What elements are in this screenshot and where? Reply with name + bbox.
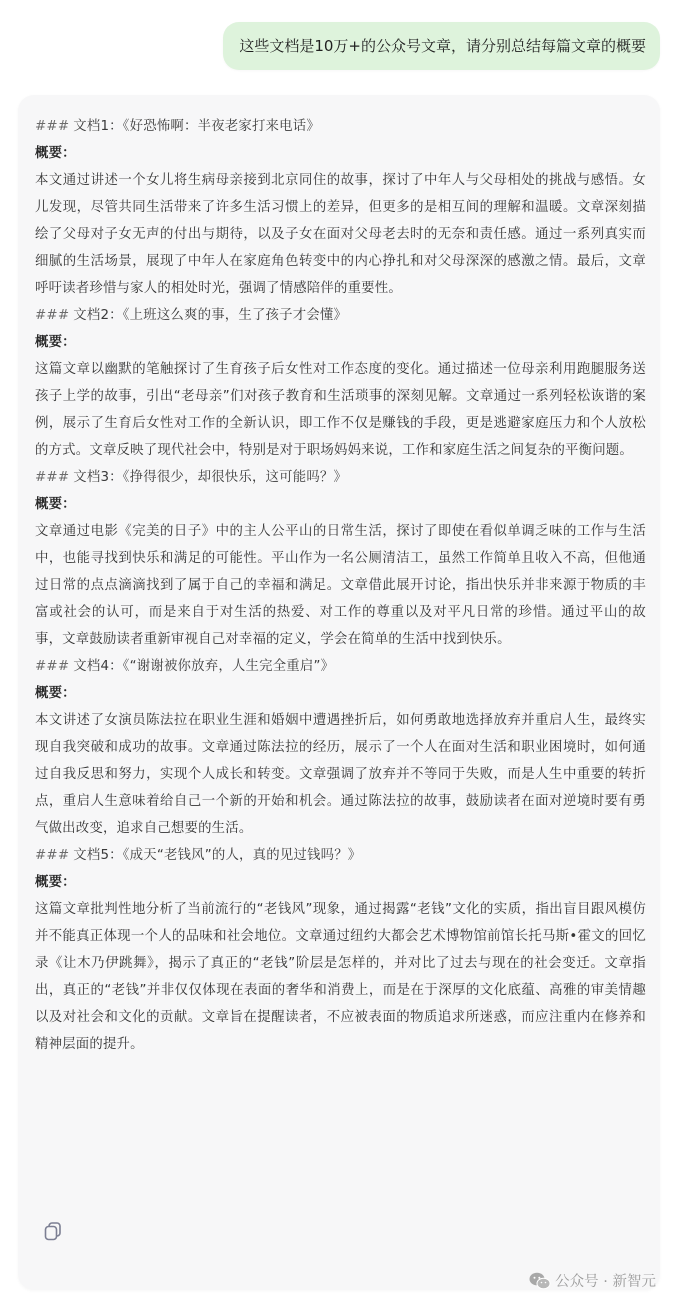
- summary-text: 这篇文章以幽默的笔触探讨了生育孩子后女性对工作态度的变化。通过描述一位母亲利用跑腿服务送孩子上学的故事，引出“老母亲”们对孩子教育和生活琐事的深刻见解。文章通过一系列轻松诙谐的案例，展示了生育后女性对工作的全新认识，即工作不仅是赚钱的手段，更是逃避家庭压力和个人放松的方式。文章反映了现代社会中，特别是对于职场妈妈来说，工作和家庭生活之间复杂的平衡问题。: [35, 362, 646, 458]
- assistant-reply-card: [18, 95, 660, 1290]
- summary-label: 概要：: [35, 875, 76, 890]
- doc-summary-1: [35, 113, 646, 302]
- doc-heading: [35, 842, 646, 869]
- doc-title: 文档1：《好恐怖啊：半夜老家打来电话》: [73, 119, 320, 134]
- doc-summary-3: [35, 464, 646, 653]
- doc-heading: [35, 113, 646, 140]
- user-message-row: [223, 22, 660, 70]
- doc-title: 文档4：《“谢谢被你放弃，人生完全重启”》: [73, 659, 335, 674]
- wechat-icon: [529, 1272, 551, 1290]
- copy-icon: [42, 1220, 64, 1242]
- summary-label: 概要：: [35, 686, 76, 701]
- heading-hash: ###: [35, 659, 70, 674]
- doc-title: 文档2：《上班这么爽的事，生了孩子才会懂》: [73, 308, 348, 323]
- doc-summary-5: [35, 842, 646, 1058]
- summary-text: 文章通过电影《完美的日子》中的主人公平山的日常生活，探讨了即使在看似单调乏味的工作与生活中，也能寻找到快乐和满足的可能性。平山作为一名公厕清洁工，虽然工作简单且收入不高，但他通过日常的点点滴滴找到了属于自己的幸福和满足。文章借此展开讨论，指出快乐并非来源于物质的丰富或社会的认可，而是来自于对生活的热爱、对工作的尊重以及对平凡日常的珍惜。通过平山的故事，文章鼓励读者重新审视自己对幸福的定义，学会在简单的生活中找到快乐。: [35, 524, 646, 647]
- doc-title: 文档5：《成天“老钱风”的人，真的见过钱吗？》: [73, 848, 362, 863]
- copy-button[interactable]: [42, 1220, 64, 1242]
- doc-summary-4: [35, 653, 646, 842]
- summary-text: 本文讲述了女演员陈法拉在职业生涯和婚姻中遭遇挫折后，如何勇敢地选择放弃并重启人生，最终实现自我突破和成功的故事。文章通过陈法拉的经历，展示了一个人在面对生活和职业困境时，如何通过自我反思和努力，实现个人成长和转变。文章强调了放弃并不等同于失败，而是人生中重要的转折点，重启人生意味着给自己一个新的开始和机会。通过陈法拉的故事，鼓励读者在面对逆境时要有勇气做出改变，追求自己想要的生活。: [35, 713, 646, 836]
- doc-heading: [35, 653, 646, 680]
- doc-summary-2: [35, 302, 646, 464]
- doc-heading: [35, 464, 646, 491]
- watermark-text: 公众号 · 新智元: [555, 1274, 656, 1290]
- heading-hash: ###: [35, 308, 70, 323]
- doc-title: 文档3：《挣得很少，却很快乐，这可能吗？》: [73, 470, 348, 485]
- doc-heading: [35, 302, 646, 329]
- heading-hash: ###: [35, 470, 70, 485]
- summary-text: 这篇文章批判性地分析了当前流行的“老钱风”现象，通过揭露“老钱”文化的实质，指出盲目跟风模仿并不能真正体现一个人的品味和社会地位。文章通过纽约大都会艺术博物馆前馆长托马斯•霍文的回忆录《让木乃伊跳舞》，揭示了真正的“老钱”阶层是怎样的，并对比了过去与现在的社会变迁。文章指出，真正的“老钱”并非仅仅体现在表面的奢华和消费上，而是在于深厚的文化底蕴、高雅的审美情趣以及对社会和文化的贡献。文章旨在提醒读者，不应被表面的物质追求所迷惑，而应注重内在修养和精神层面的提升。: [35, 902, 646, 1052]
- summary-label: 概要：: [35, 497, 76, 512]
- summary-label: 概要：: [35, 146, 76, 161]
- user-message-bubble: 这些文档是10万+的公众号文章，请分别总结每篇文章的概要: [223, 22, 660, 70]
- summary-text: 本文通过讲述一个女儿将生病母亲接到北京同住的故事，探讨了中年人与父母相处的挑战与感悟。女儿发现，尽管共同生活带来了许多生活习惯上的差异，但更多的是相互间的理解和温暖。文章深刻描绘了父母对子女无声的付出与期待，以及子女在面对父母老去时的无奈和责任感。通过一系列真实而细腻的生活场景，展现了中年人在家庭角色转变中的内心挣扎和对父母深深的感激之情。最后，文章呼吁读者珍惜与家人的相处时光，强调了情感陪伴的重要性。: [35, 173, 646, 296]
- assistant-reply-body: [35, 113, 646, 1058]
- summary-label: 概要：: [35, 335, 76, 350]
- heading-hash: ###: [35, 119, 70, 134]
- watermark: [529, 1270, 656, 1291]
- heading-hash: ###: [35, 848, 70, 863]
